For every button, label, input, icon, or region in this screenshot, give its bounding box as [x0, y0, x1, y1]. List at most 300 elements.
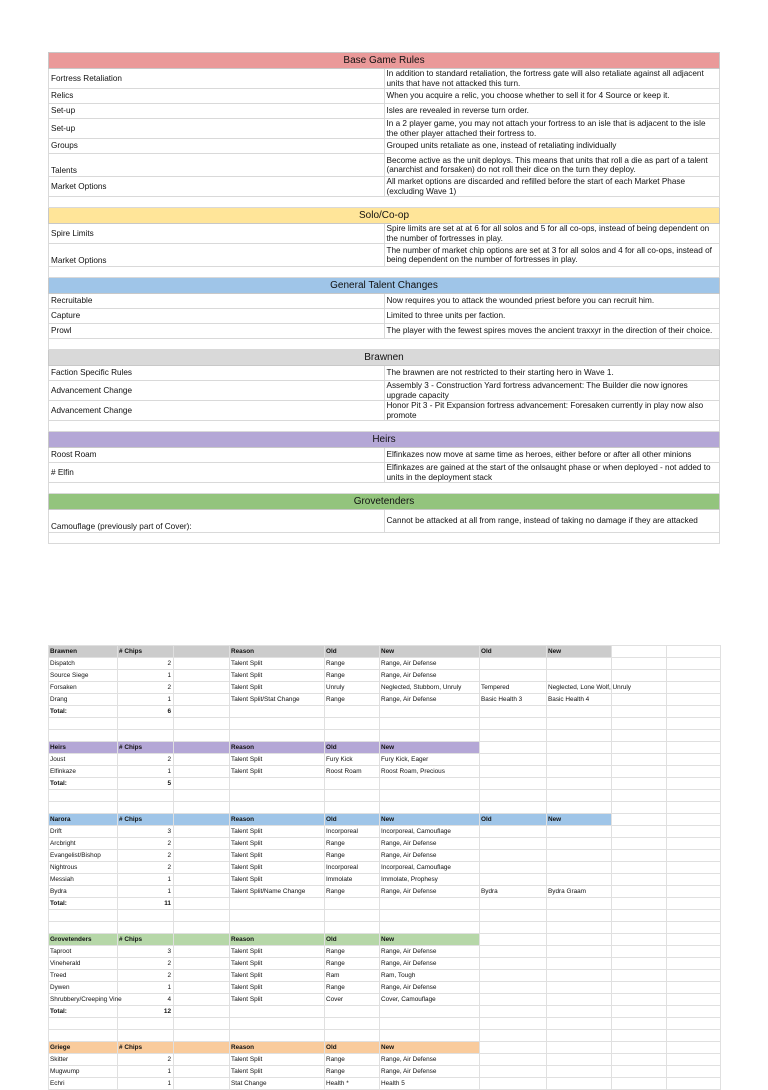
chip-cell: 2 [118, 658, 174, 670]
rule-label: Relics [49, 89, 385, 104]
header-cell [174, 742, 230, 754]
chip-cell: 2 [118, 850, 174, 862]
header-cell: Old [325, 934, 380, 946]
rule-text: Cannot be attacked at all from range, instead of taking no damage if they are attacked [384, 510, 720, 533]
chip-cell: Elfinkaze [49, 766, 118, 778]
spacer-row [49, 421, 720, 432]
chip-cell: Talent Split [230, 682, 325, 694]
chip-cell: Drang [49, 694, 118, 706]
rule-label: Capture [49, 309, 385, 324]
rule-text: Elfinkazes are gained at the start of the onlsaught phase or when deployed - not added to units in the deployment stack [384, 463, 720, 483]
chip-cell: Talent Split/Name Change [230, 886, 325, 898]
chip-cell: 1 [118, 1066, 174, 1078]
chip-cell: Taproot [49, 946, 118, 958]
chip-cell: Source Siege [49, 670, 118, 682]
header-cell [547, 1042, 612, 1054]
chip-cell: Talent Split [230, 658, 325, 670]
chip-cell: 3 [118, 946, 174, 958]
chip-cell: Incorporeal, Camouflage [380, 826, 480, 838]
header-cell: New [380, 1042, 480, 1054]
chip-cell [480, 874, 547, 886]
chip-cell: Immolate [325, 874, 380, 886]
chip-cell: Range, Air Defense [380, 1054, 480, 1066]
chip-cell: Talent Split [230, 670, 325, 682]
chip-cell: 2 [118, 682, 174, 694]
chip-cell [547, 994, 612, 1006]
header-cell [547, 934, 612, 946]
chip-row [49, 826, 721, 838]
header-cell [174, 1042, 230, 1054]
chip-cell: Talent Split [230, 826, 325, 838]
chip-section-header [49, 1042, 721, 1054]
chip-row [49, 682, 721, 694]
chip-cell [480, 1066, 547, 1078]
chip-cell: 2 [118, 970, 174, 982]
chip-cell [174, 838, 230, 850]
rule-text: Limited to three units per faction. [384, 309, 720, 324]
chip-cell [480, 850, 547, 862]
rule-text: Isles are revealed in reverse turn order. [384, 104, 720, 119]
chip-cell [480, 994, 547, 1006]
total-value: 11 [118, 898, 174, 910]
chip-cell: Talent Split [230, 958, 325, 970]
section-title: General Talent Changes [49, 278, 720, 294]
spacer-row [49, 910, 721, 922]
rules-section-header [49, 278, 720, 294]
chip-row [49, 1078, 721, 1090]
chip-cell [547, 958, 612, 970]
rule-label: Groups [49, 139, 385, 154]
chip-cell: Cover, Camouflage [380, 994, 480, 1006]
header-cell: Old [480, 814, 547, 826]
chip-cell: 2 [118, 1054, 174, 1066]
header-cell [547, 742, 612, 754]
rule-row [49, 309, 720, 324]
rule-label: Talents [49, 154, 385, 177]
rule-label: Advancement Change [49, 401, 385, 421]
chip-cell: Cover [325, 994, 380, 1006]
chip-cell [174, 994, 230, 1006]
rule-label: Spire Limits [49, 224, 385, 244]
rule-text: Spire limits are set at at 6 for all solos and 5 for all co-ops, instead of being dependent on the number of fortresses in play. [384, 224, 720, 244]
rule-text: The player with the fewest spires moves the ancient traxxyr in the direction of their choice. [384, 324, 720, 339]
rule-row [49, 139, 720, 154]
chip-cell [174, 1078, 230, 1090]
rule-text: The number of market chip options are set at 3 for all solos and 4 for all co-ops, instead of being dependent on the number of fortresses in play. [384, 244, 720, 267]
chip-cell [480, 838, 547, 850]
rules-section-header [49, 53, 720, 69]
chip-cell [480, 862, 547, 874]
chip-cell: Incorporeal [325, 826, 380, 838]
rule-text: In addition to standard retaliation, the fortress gate will also retaliate against all adjacent units that have not attacked this turn. [384, 69, 720, 89]
chip-section-header [49, 646, 721, 658]
chip-cell: Talent Split [230, 766, 325, 778]
chip-row [49, 838, 721, 850]
chip-cell: Talent Split [230, 838, 325, 850]
total-value: 6 [118, 706, 174, 718]
chip-cell: Talent Split [230, 874, 325, 886]
chip-cell [480, 946, 547, 958]
chip-cell: Range, Air Defense [380, 946, 480, 958]
chip-cell [174, 946, 230, 958]
chip-cell: Joust [49, 754, 118, 766]
chip-cell: Range, Air Defense [380, 838, 480, 850]
rule-text: Become active as the unit deploys. This means that units that roll a die as part of a talent (anarchist and forsaken) do not roll their dice on the turn they deploy. [384, 154, 720, 177]
chip-row [49, 994, 721, 1006]
chip-cell: Range [325, 658, 380, 670]
spacer-row [49, 267, 720, 278]
chip-cell: 2 [118, 862, 174, 874]
spacer-row [49, 533, 720, 544]
chip-cell: Drift [49, 826, 118, 838]
chip-cell: Range, Air Defense [380, 694, 480, 706]
spacer-row [49, 1030, 721, 1042]
total-row [49, 898, 721, 910]
chip-cell: Mugwump [49, 1066, 118, 1078]
total-label: Total: [49, 898, 118, 910]
chip-cell: Talent Split [230, 850, 325, 862]
section-title: Grovetenders [49, 494, 720, 510]
chip-cell: Incorporeal, Camouflage [380, 862, 480, 874]
chip-cell: Range [325, 850, 380, 862]
chip-cell: 4 [118, 994, 174, 1006]
chip-cell: Bydra Graam [547, 886, 612, 898]
chip-cell [174, 670, 230, 682]
rule-row [49, 324, 720, 339]
chip-cell: Bydra [480, 886, 547, 898]
chip-row [49, 886, 721, 898]
rule-row [49, 366, 720, 381]
chip-cell: 1 [118, 766, 174, 778]
chip-cell: Health * [325, 1078, 380, 1090]
chip-cell [480, 970, 547, 982]
chip-cell: Forsaken [49, 682, 118, 694]
rule-row [49, 244, 720, 267]
rule-text: Honor Pit 3 - Pit Expansion fortress advancement: Foresaken currently in play now also promote [384, 401, 720, 421]
chip-cell: Talent Split [230, 946, 325, 958]
chip-cell: Dispatch [49, 658, 118, 670]
chip-cell [547, 658, 612, 670]
chip-cell: Roost Roam, Precious [380, 766, 480, 778]
rule-row [49, 224, 720, 244]
chip-row [49, 850, 721, 862]
spacer-row [49, 197, 720, 208]
chip-cell [174, 982, 230, 994]
chip-cell: 2 [118, 754, 174, 766]
chip-cell: Range, Air Defense [380, 886, 480, 898]
chip-cell [174, 766, 230, 778]
rule-text: All market options are discarded and refilled before the start of each Market Phase (excluding Wave 1) [384, 177, 720, 197]
chip-cell: Stat Change [230, 1078, 325, 1090]
chip-cell: Range, Air Defense [380, 658, 480, 670]
chip-cell: Talent Split [230, 862, 325, 874]
chip-cell: Basic Health 3 [480, 694, 547, 706]
chip-cell [174, 1054, 230, 1066]
header-cell: Narora [49, 814, 118, 826]
header-cell: Griege [49, 1042, 118, 1054]
chip-row [49, 946, 721, 958]
chip-cell: 1 [118, 886, 174, 898]
rule-label: Set-up [49, 104, 385, 119]
chip-cell [480, 754, 547, 766]
chip-row [49, 670, 721, 682]
header-cell: New [380, 742, 480, 754]
chip-cell: Range [325, 886, 380, 898]
chip-row [49, 694, 721, 706]
spacer-row [49, 339, 720, 350]
chip-cell: Evangelist/Bishop [49, 850, 118, 862]
rule-label: Advancement Change [49, 381, 385, 401]
chip-cell: Bydra [49, 886, 118, 898]
header-cell: Reason [230, 934, 325, 946]
rules-table [48, 52, 720, 544]
rule-row [49, 119, 720, 139]
rule-label: Market Options [49, 177, 385, 197]
rule-label: Roost Roam [49, 448, 385, 463]
chip-cell [547, 874, 612, 886]
chip-cell: Range, Air Defense [380, 850, 480, 862]
chip-cell: Basic Health 4 [547, 694, 612, 706]
chip-cell: Talent Split/Stat Change [230, 694, 325, 706]
chip-cell: Treed [49, 970, 118, 982]
chip-cell: Neglected, Stubborn, Unruly [380, 682, 480, 694]
chip-cell [480, 658, 547, 670]
chip-cell: Talent Split [230, 994, 325, 1006]
chip-cell: Range [325, 670, 380, 682]
chip-cell: 1 [118, 874, 174, 886]
header-cell: # Chips [118, 814, 174, 826]
rules-section-header [49, 494, 720, 510]
header-cell: Heirs [49, 742, 118, 754]
rules-section-header [49, 432, 720, 448]
chip-row [49, 982, 721, 994]
chip-cell: Range [325, 958, 380, 970]
rule-row [49, 448, 720, 463]
chip-row [49, 754, 721, 766]
rule-row [49, 177, 720, 197]
spacer-row [49, 1018, 721, 1030]
rule-label: Recruitable [49, 294, 385, 309]
chip-cell [547, 826, 612, 838]
header-cell: New [547, 646, 612, 658]
chip-cell [480, 958, 547, 970]
chip-cell [547, 766, 612, 778]
chip-cell: Range, Air Defense [380, 982, 480, 994]
spacer-row [49, 718, 721, 730]
chip-cell [174, 754, 230, 766]
chip-row [49, 766, 721, 778]
rule-row [49, 69, 720, 89]
total-value: 5 [118, 778, 174, 790]
chip-cell: Range [325, 946, 380, 958]
chip-cell [174, 862, 230, 874]
section-title: Base Game Rules [49, 53, 720, 69]
chip-cell: Vineherald [49, 958, 118, 970]
spacer-row [49, 483, 720, 494]
chip-cell [174, 958, 230, 970]
chip-cell [174, 682, 230, 694]
total-row [49, 1006, 721, 1018]
chip-cell [174, 874, 230, 886]
chip-cell [174, 1066, 230, 1078]
spacer-row [49, 922, 721, 934]
rule-text: Assembly 3 - Construction Yard fortress advancement: The Builder die now ignores upgrade capacity [384, 381, 720, 401]
header-cell: # Chips [118, 742, 174, 754]
chip-row [49, 1054, 721, 1066]
chip-cell [547, 670, 612, 682]
chip-cell: 1 [118, 982, 174, 994]
chip-cell: Incorporeal [325, 862, 380, 874]
chip-row [49, 958, 721, 970]
header-cell: Reason [230, 1042, 325, 1054]
chip-cell: Roost Roam [325, 766, 380, 778]
rule-label: Camouflage (previously part of Cover): [49, 510, 385, 533]
chip-cell [480, 982, 547, 994]
rule-label: Market Options [49, 244, 385, 267]
chip-cell [547, 982, 612, 994]
chip-cell [480, 670, 547, 682]
chip-cell [480, 826, 547, 838]
chip-cell: 1 [118, 694, 174, 706]
chip-cell: Talent Split [230, 970, 325, 982]
chip-cell: 2 [118, 838, 174, 850]
rule-text: Grouped units retaliate as one, instead of retaliating individually [384, 139, 720, 154]
spacer-row [49, 730, 721, 742]
rule-row [49, 510, 720, 533]
rule-row [49, 463, 720, 483]
chip-row [49, 970, 721, 982]
chip-cell: Range [325, 694, 380, 706]
chip-cell [480, 766, 547, 778]
chip-cell [547, 1066, 612, 1078]
chip-cell: Ram, Tough [380, 970, 480, 982]
chip-cell [547, 862, 612, 874]
chip-cell: Skitter [49, 1054, 118, 1066]
chip-cell [547, 838, 612, 850]
header-cell: Old [325, 1042, 380, 1054]
header-cell [174, 814, 230, 826]
chip-cell: Talent Split [230, 1066, 325, 1078]
rule-row [49, 154, 720, 177]
spacer-row [49, 790, 721, 802]
header-cell [174, 646, 230, 658]
chip-row [49, 658, 721, 670]
chip-cell: Messiah [49, 874, 118, 886]
header-cell [480, 1042, 547, 1054]
chip-cell [547, 970, 612, 982]
rule-text: When you acquire a relic, you choose whether to sell it for 4 Source or keep it. [384, 89, 720, 104]
rule-text: Now requires you to attack the wounded priest before you can recruit him. [384, 294, 720, 309]
rules-section-header [49, 208, 720, 224]
chip-cell: Talent Split [230, 982, 325, 994]
rule-text: Elfinkazes now move at same time as heroes, either before or after all other minions [384, 448, 720, 463]
header-cell: Grovetenders [49, 934, 118, 946]
chip-section-header [49, 934, 721, 946]
chip-cell: Range [325, 1054, 380, 1066]
chip-cell: Fury Kick, Eager [380, 754, 480, 766]
section-title: Solo/Co-op [49, 208, 720, 224]
chip-cell [174, 886, 230, 898]
chip-cell [174, 970, 230, 982]
header-cell: # Chips [118, 646, 174, 658]
header-cell: # Chips [118, 1042, 174, 1054]
chip-cell: 3 [118, 826, 174, 838]
header-cell: Old [325, 742, 380, 754]
chip-cell [174, 658, 230, 670]
section-title: Brawnen [49, 350, 720, 366]
rule-row [49, 381, 720, 401]
spacer-row [49, 802, 721, 814]
rule-row [49, 401, 720, 421]
chip-cell: Range, Air Defense [380, 1066, 480, 1078]
chip-changes-table [48, 645, 721, 1090]
rule-text: In a 2 player game, you may not attach your fortress to an isle that is adjacent to the isle the other player attached their fortress to. [384, 119, 720, 139]
rule-label: Prowl [49, 324, 385, 339]
chip-section-header [49, 742, 721, 754]
chip-cell: Unruly [325, 682, 380, 694]
header-cell: Old [480, 646, 547, 658]
header-cell [480, 742, 547, 754]
rule-row [49, 104, 720, 119]
header-cell: # Chips [118, 934, 174, 946]
total-label: Total: [49, 778, 118, 790]
chip-row [49, 874, 721, 886]
header-cell: Old [325, 814, 380, 826]
chip-cell: Echri [49, 1078, 118, 1090]
chip-cell: Range, Air Defense [380, 958, 480, 970]
header-cell [174, 934, 230, 946]
chip-cell [547, 1054, 612, 1066]
header-cell: Brawnen [49, 646, 118, 658]
chip-section-header [49, 814, 721, 826]
chip-cell: Dywen [49, 982, 118, 994]
chip-cell [480, 1078, 547, 1090]
total-label: Total: [49, 706, 118, 718]
chip-row [49, 862, 721, 874]
chip-cell: Range, Air Defense [380, 670, 480, 682]
rules-section-header [49, 350, 720, 366]
chip-cell: Arcbright [49, 838, 118, 850]
chip-cell: Range [325, 1066, 380, 1078]
header-cell: New [547, 814, 612, 826]
chip-cell: Nightrous [49, 862, 118, 874]
header-cell [480, 934, 547, 946]
chip-cell: 2 [118, 958, 174, 970]
chip-cell: Talent Split [230, 754, 325, 766]
header-cell: New [380, 646, 480, 658]
chip-cell: 1 [118, 1078, 174, 1090]
total-row [49, 778, 721, 790]
total-label: Total: [49, 1006, 118, 1018]
header-cell: New [380, 934, 480, 946]
header-cell: Reason [230, 742, 325, 754]
chip-cell: Fury Kick [325, 754, 380, 766]
chip-cell: Immolate, Prophesy [380, 874, 480, 886]
chip-cell: Health 5 [380, 1078, 480, 1090]
chip-cell: Talent Split [230, 1054, 325, 1066]
chip-cell [174, 826, 230, 838]
chip-cell: Tempered [480, 682, 547, 694]
total-row [49, 706, 721, 718]
header-cell: Reason [230, 646, 325, 658]
section-title: Heirs [49, 432, 720, 448]
rule-label: # Elfin [49, 463, 385, 483]
chip-cell [547, 754, 612, 766]
chip-cell: Shrubbery/Creeping Vine [49, 994, 118, 1006]
chip-cell: Range [325, 982, 380, 994]
chip-row [49, 1066, 721, 1078]
chip-cell [547, 1078, 612, 1090]
